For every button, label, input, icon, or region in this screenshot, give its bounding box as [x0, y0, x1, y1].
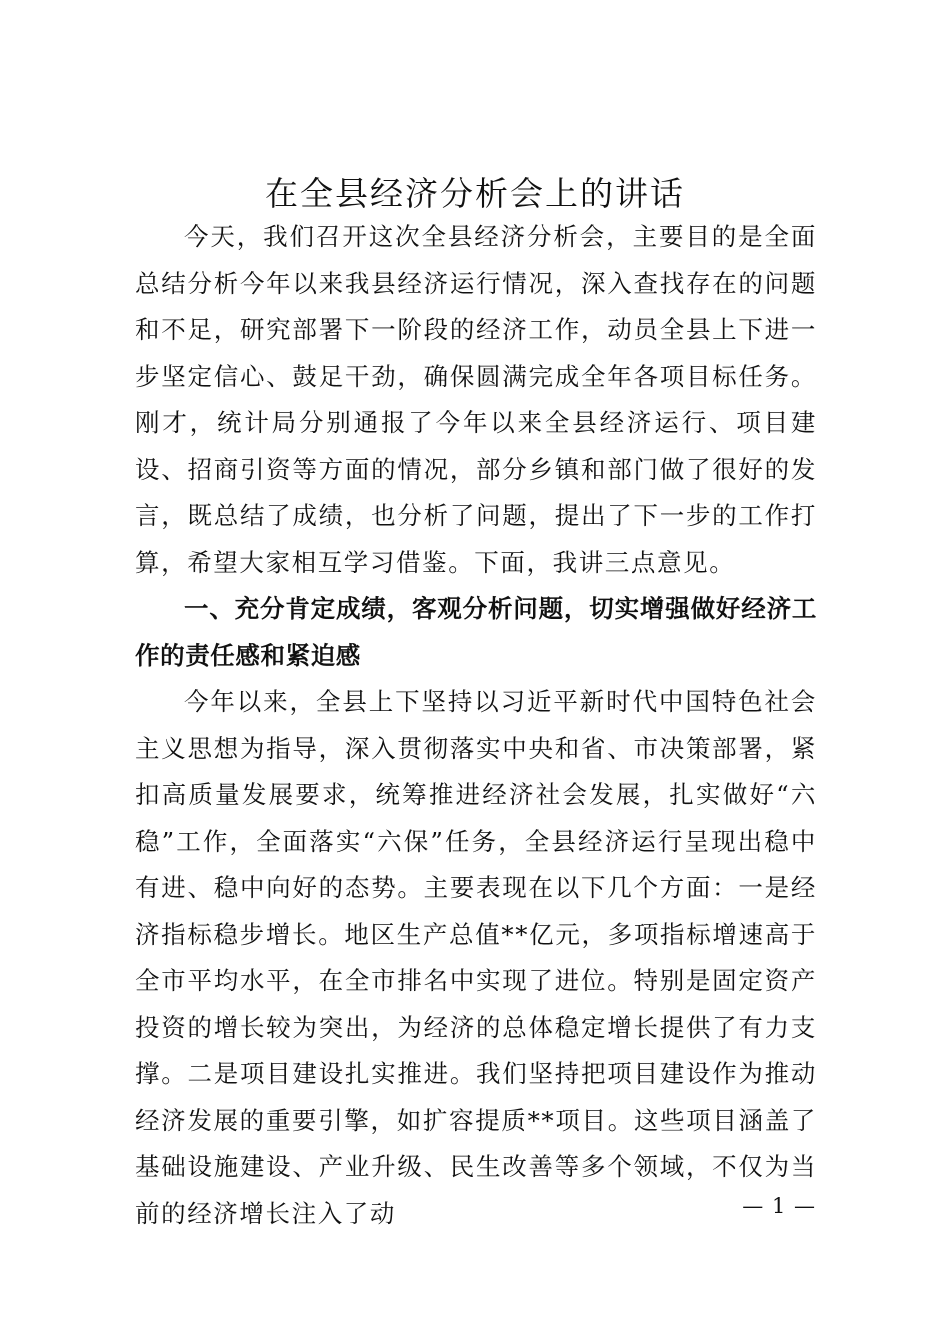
- intro-paragraph: 今天，我们召开这次全县经济分析会，主要目的是全面总结分析今年以来我县经济运行情况，深入查找存在的问题和不足，研究部署下一阶段的经济工作，动员全县上下进一步坚定信心、鼓足干劲，确保圆满完成全年各项目标任务。刚才，统计局分别通报了今年以来全县经济运行、项目建设、招商引资等方面的情况，部分乡镇和部门做了很好的发言，既总结了成绩，也分析了问题，提出了下一步的工作打算，希望大家相互学习借鉴。下面，我讲三点意见。: [135, 222, 817, 577]
- document-title: 在全县经济分析会上的讲话: [265, 174, 685, 213]
- section-heading: 一、充分肯定成绩，客观分析问题，切实增强做好经济工作的责任感和紧迫感: [135, 594, 817, 670]
- section-paragraph: 今年以来，全县上下坚持以习近平新时代中国特色社会主义思想为指导，深入贯彻落实中央和省、市决策部署，紧扣高质量发展要求，统筹推进经济社会发展，扎实做好“六稳”工作，全面落实“六保”任务，全县经济运行呈现出稳中有进、稳中向好的态势。主要表现在以下几个方面：一是经济指标稳步增长。地区生产总值**亿元，多项指标增速高于全市平均水平，在全市排名中实现了进位。特别是固定资产投资的增长较为突出，为经济的总体稳定增长提供了有力支撑。二是项目建设扎实推进。我们坚持把项目建设作为推动经济发展的重要引擎，如扩容提质**项目。这些项目涵盖了基础设施建设、产业升级、民生改善等多个领域，不仅为当前的经济增长注入了动: [135, 687, 817, 1228]
- page-number: — 1 —: [742, 1194, 816, 1218]
